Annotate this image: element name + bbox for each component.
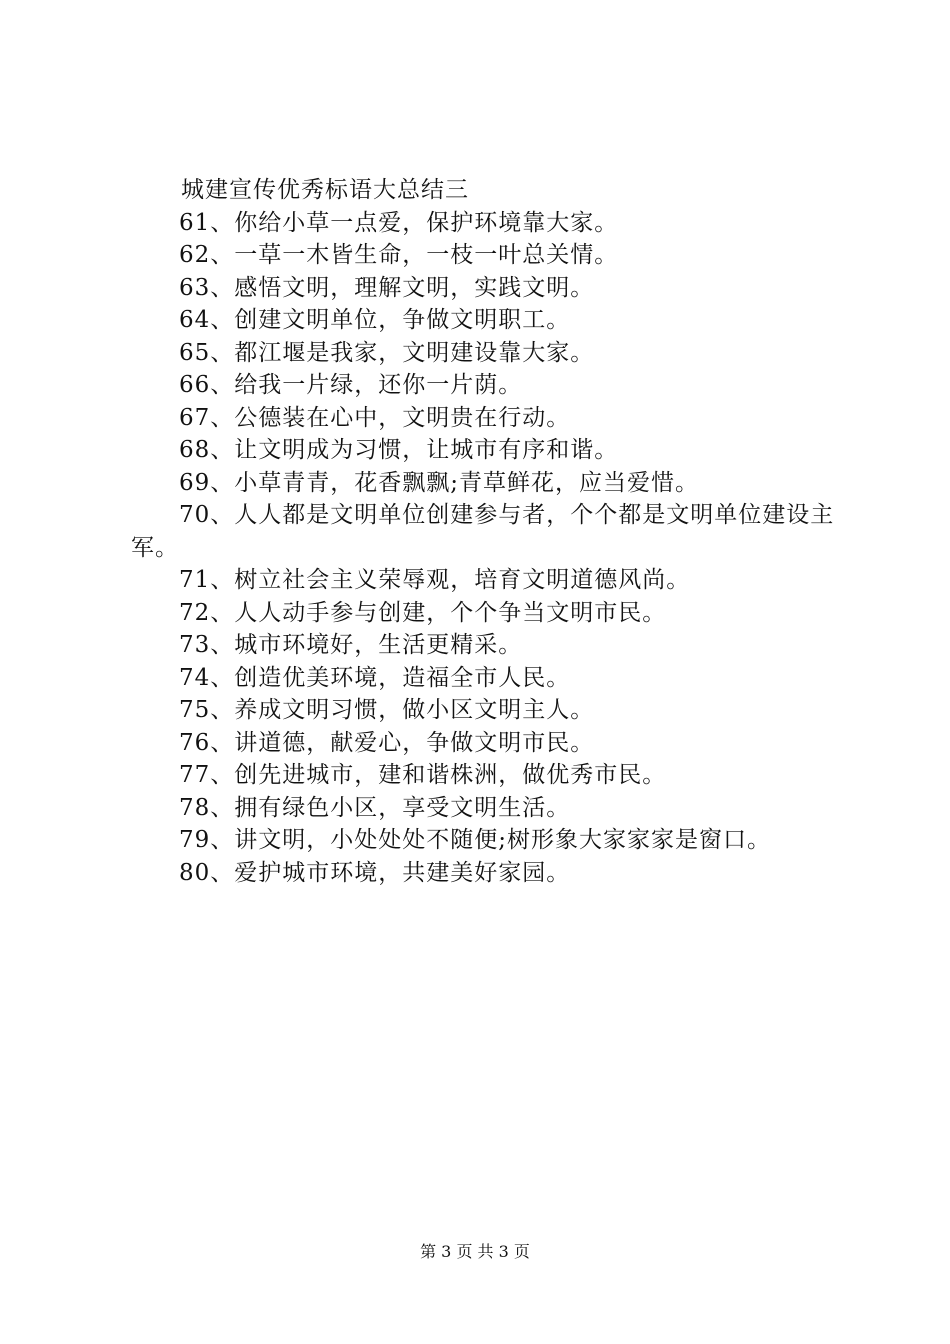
slogan-item: 73、城市环境好，生活更精采。 xyxy=(179,632,523,658)
page-footer: 第 3 页 共 3 页 xyxy=(420,1242,530,1261)
slogan-item: 68、让文明成为习惯，让城市有序和谐。 xyxy=(179,437,619,463)
slogan-item: 74、创造优美环境，造福全市人民。 xyxy=(179,664,571,691)
slogan-item: 65、都江堰是我家，文明建设靠大家。 xyxy=(179,339,595,366)
document-title: 城建宣传优秀标语大总结三 xyxy=(181,177,469,203)
slogan-item: 71、树立社会主义荣辱观，培育文明道德风尚。 xyxy=(179,567,691,593)
document-body xyxy=(131,174,836,889)
slogan-item: 78、拥有绿色小区，享受文明生活。 xyxy=(179,794,571,821)
slogan-item: 64、创建文明单位，争做文明职工。 xyxy=(179,307,571,333)
slogan-item: 72、人人动手参与创建，个个争当文明市民。 xyxy=(179,599,667,626)
slogan-item: 62、一草一木皆生命，一枝一叶总关情。 xyxy=(179,242,619,268)
slogan-item: 79、讲文明，小处处处不随便;树形象大家家家是窗口。 xyxy=(179,827,772,853)
slogan-item: 67、公德装在心中，文明贵在行动。 xyxy=(179,404,571,431)
slogan-item: 66、给我一片绿，还你一片荫。 xyxy=(179,372,523,398)
slogan-item: 69、小草青青，花香飘飘;青草鲜花，应当爱惜。 xyxy=(179,469,700,496)
slogan-item: 63、感悟文明，理解文明，实践文明。 xyxy=(179,274,595,301)
slogan-item: 70、人人都是文明单位创建参与者，个个都是文明单位建设主军。 xyxy=(131,502,835,561)
slogan-item: 75、养成文明习惯，做小区文明主人。 xyxy=(179,697,595,723)
slogan-item: 76、讲道德，献爱心，争做文明市民。 xyxy=(179,729,595,756)
slogan-item: 77、创先进城市，建和谐株洲，做优秀市民。 xyxy=(179,762,667,788)
slogan-item: 80、爱护城市环境，共建美好家园。 xyxy=(179,859,571,886)
slogan-item: 61、你给小草一点爱，保护环境靠大家。 xyxy=(179,209,619,236)
